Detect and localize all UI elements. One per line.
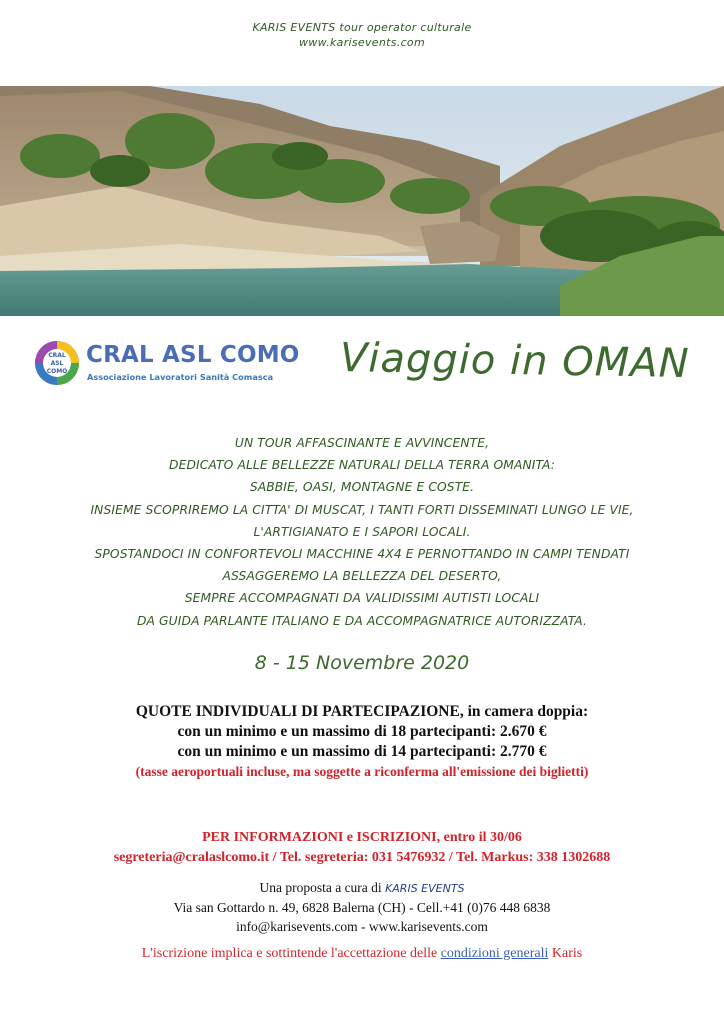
svg-text:COMO: COMO — [46, 368, 68, 375]
cral-logo — [34, 336, 300, 392]
page-title: Viaggio in OMAN — [339, 334, 690, 388]
price-heading-bold: QUOTE INDIVIDUALI DI PARTECIPAZIONE — [135, 703, 460, 720]
description-line: ASSAGGEREMO LA BELLEZZA DEL DESERTO, — [222, 569, 502, 584]
description-line: DEDICATO ALLE BELLEZZE NATURALI DELLA TERRA OMANITA: — [169, 458, 555, 473]
curator-prefix: Una proposta a cura di — [259, 880, 386, 895]
curator-contacts: info@karisevents.com - www.karisevents.com — [236, 919, 488, 934]
footer-terms — [0, 946, 724, 962]
svg-text:ASL: ASL — [50, 360, 64, 367]
header-website: www.karisevents.com — [299, 36, 425, 49]
description-line: SABBIE, OASI, MONTAGNE E COSTE. — [249, 480, 475, 495]
description-line: SEMPRE ACCOMPAGNATI DA VALIDISSIMI AUTISTI LOCALI — [184, 591, 540, 606]
curator-brand: KARIS EVENTS — [385, 882, 465, 895]
header-company: KARIS EVENTS tour operator culturale — [252, 21, 472, 34]
cral-logo-icon — [34, 340, 80, 386]
oasis-photo — [0, 86, 724, 316]
trip-description — [20, 432, 704, 632]
cral-logo-subtitle: Associazione Lavoratori Sanità Comasca — [87, 372, 274, 382]
description-line: INSIEME SCOPRIREMO LA CITTA' DI MUSCAT, I TANTI FORTI DISSEMINATI LUNGO LE VIE, — [90, 502, 634, 517]
curator-line — [0, 878, 724, 898]
price-heading-rest: , in camera doppia: — [459, 703, 589, 720]
price-section — [0, 702, 724, 782]
price-note: (tasse aeroportuali incluse, ma soggette a riconferma all'emissione dei biglietti) — [135, 764, 589, 779]
price-line-18: con un minimo e un massimo di 18 partecipanti: 2.670 € — [177, 723, 547, 740]
curator-section — [0, 878, 724, 936]
description-line: L'ARTIGIANATO E I SAPORI LOCALI. — [253, 524, 471, 539]
description-line: DA GUIDA PARLANTE ITALIANO E DA ACCOMPAGNATRICE AUTORIZZATA. — [136, 613, 588, 628]
footer-prefix: L'iscrizione implica e sottintende l'accettazione delle — [141, 946, 441, 961]
info-heading: PER INFORMAZIONI e ISCRIZIONI, entro il 30/06 — [202, 830, 522, 845]
svg-text:CRAL: CRAL — [48, 352, 66, 359]
footer-suffix: Karis — [548, 946, 583, 961]
description-line: UN TOUR AFFASCINANTE E AVVINCENTE, — [234, 436, 490, 450]
price-line-14: con un minimo e un massimo di 14 partecipanti: 2.770 € — [177, 743, 547, 760]
info-contacts: segreteria@cralaslcomo.it / Tel. segreteria: 031 5476932 / Tel. Markus: 338 1302688 — [113, 850, 611, 865]
cral-logo-name: CRAL ASL COMO — [86, 342, 300, 368]
description-line: SPOSTANDOCI IN CONFORTEVOLI MACCHINE 4X4 E PERNOTTANDO IN CAMPI TENDATI — [94, 547, 630, 562]
info-section — [0, 828, 724, 868]
curator-address: Via san Gottardo n. 49, 6828 Balerna (CH) - Cell.+41 (0)76 448 6838 — [173, 900, 551, 915]
price-heading — [0, 702, 724, 722]
header — [0, 20, 724, 50]
terms-link[interactable]: condizioni generali — [440, 946, 549, 961]
trip-dates: 8 - 15 Novembre 2020 — [254, 652, 470, 674]
